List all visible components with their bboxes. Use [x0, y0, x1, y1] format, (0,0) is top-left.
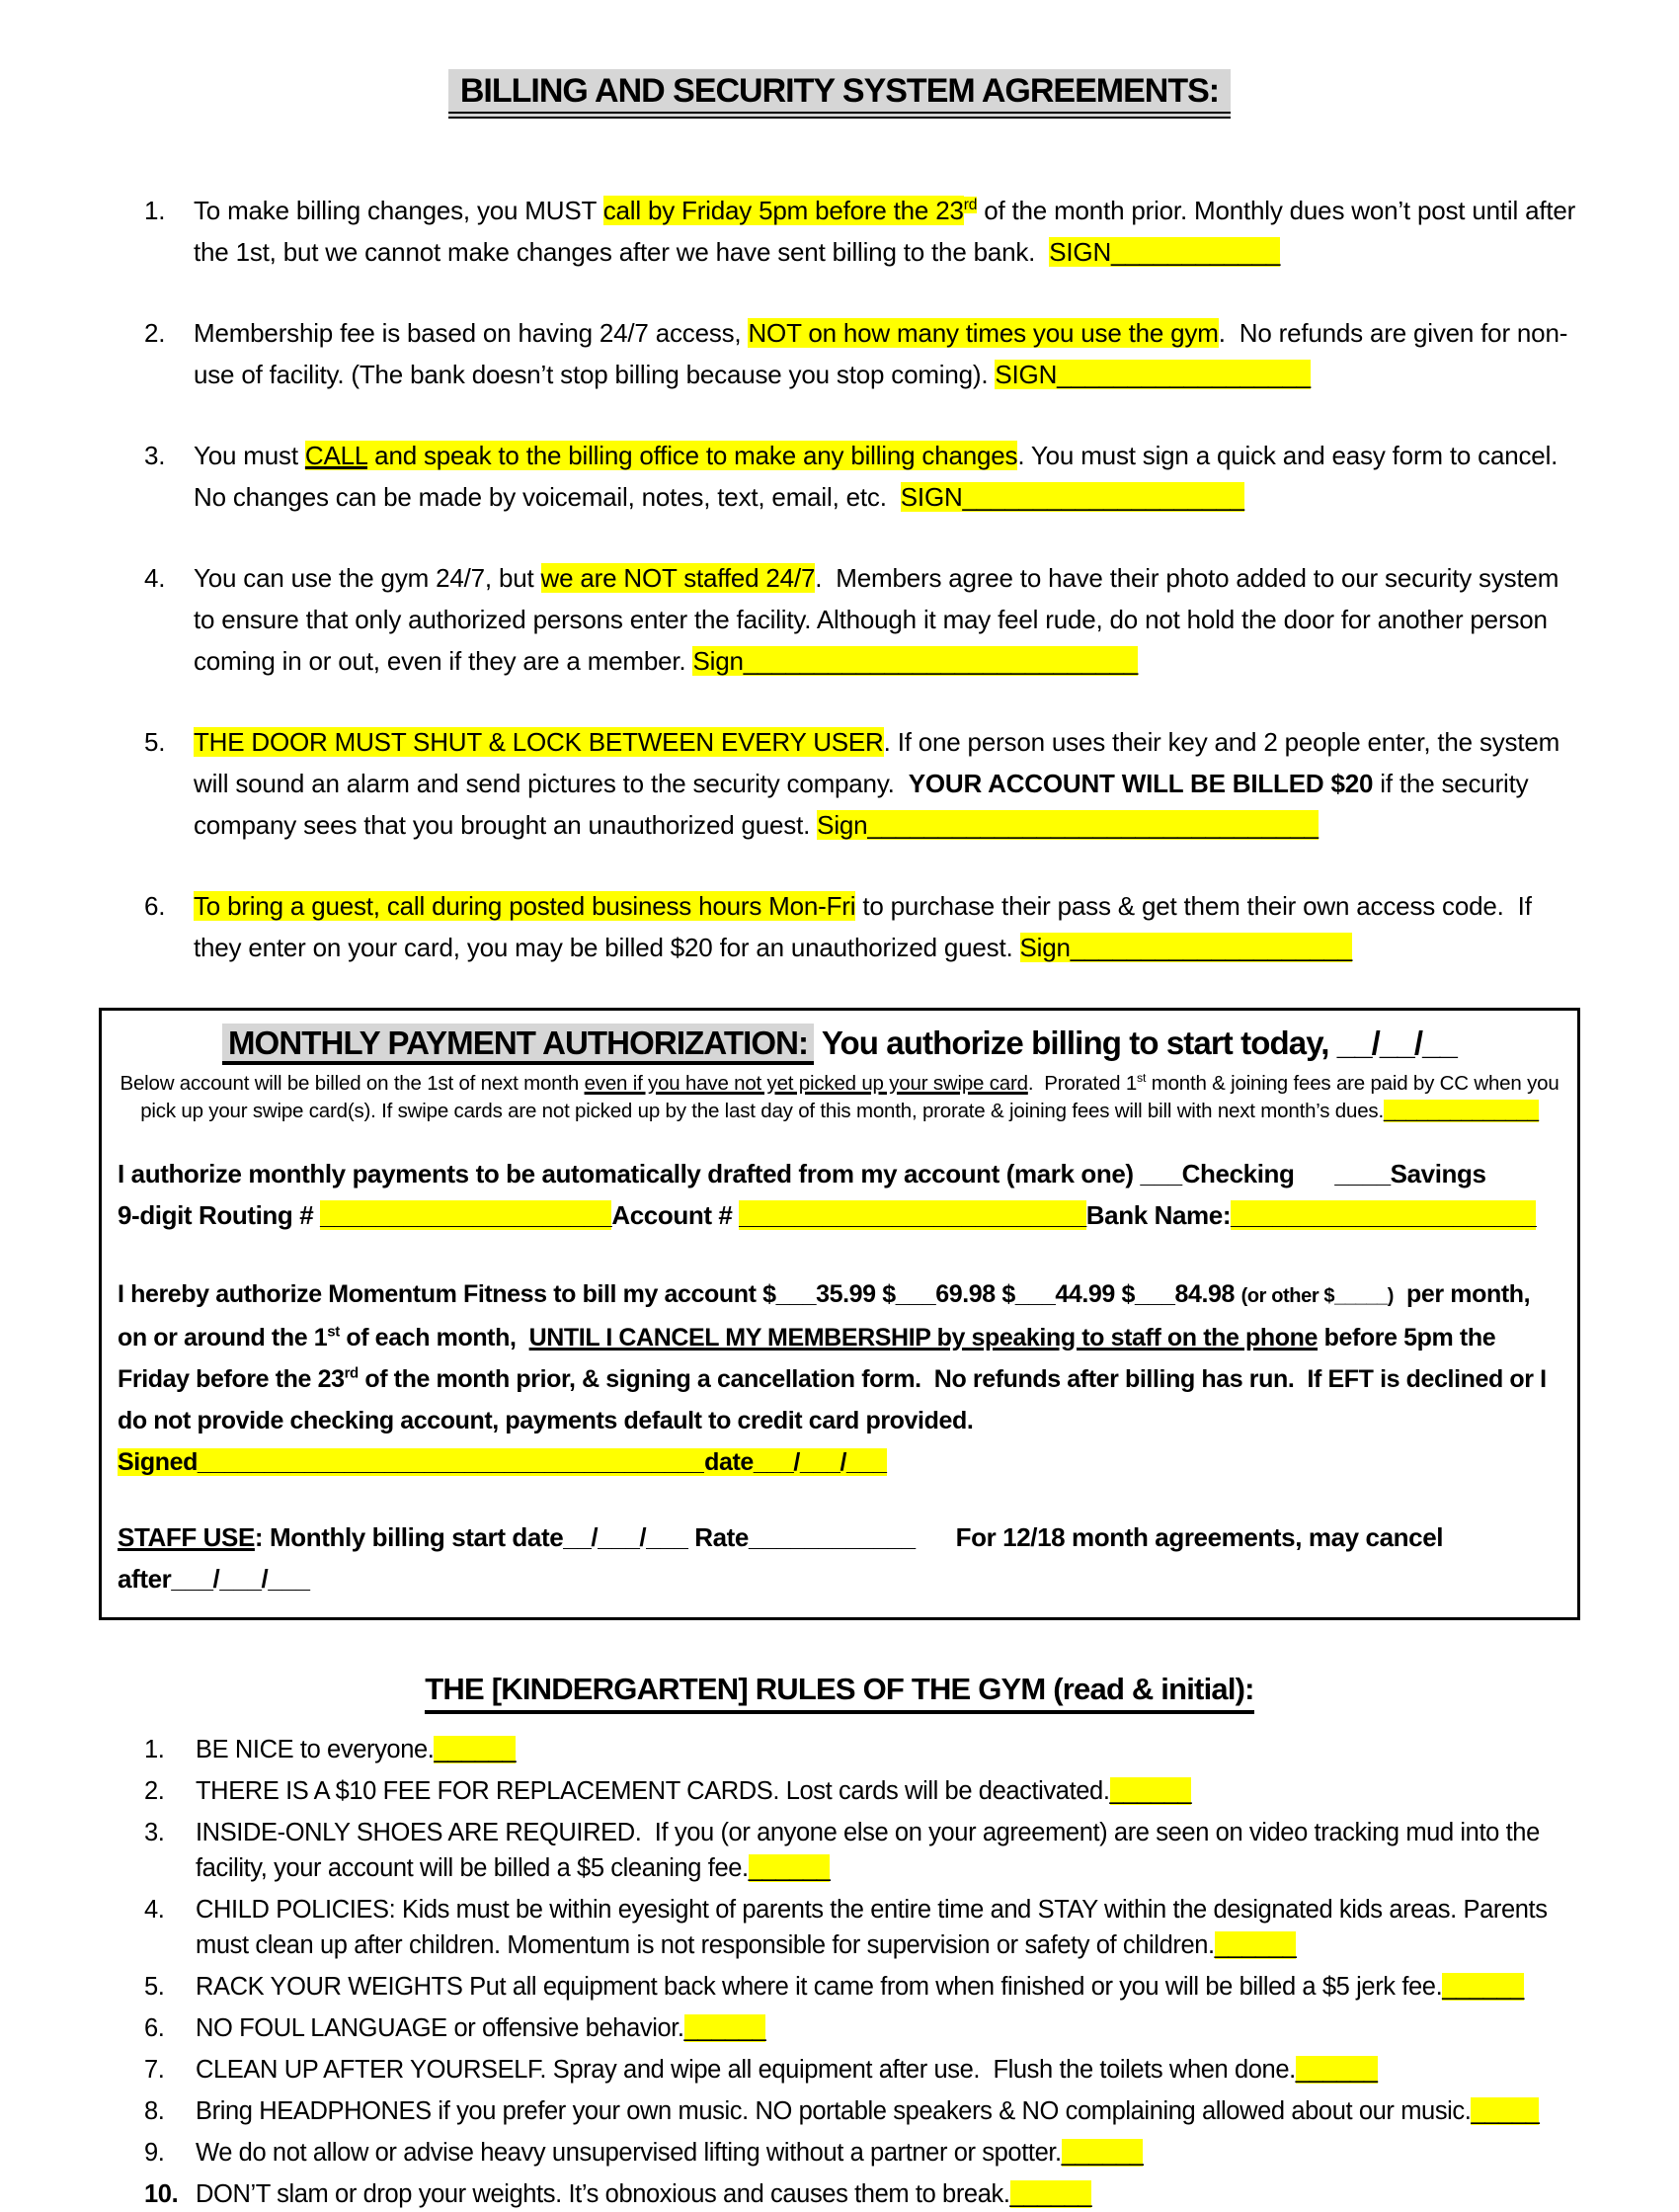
rule-item-1 — [144, 1732, 1551, 1767]
item-number: 2. — [144, 318, 166, 348]
item-number: 4. — [144, 563, 166, 593]
rule-item-2 — [144, 1773, 1551, 1809]
rule-text — [196, 2176, 1551, 2212]
date-blank[interactable]: date___/___/___ — [704, 1448, 887, 1476]
rule-number: 7. — [144, 2056, 165, 2084]
text-segment: of the month prior, & signing a cancellation form. No refunds after billing has run. If EFT is declined or I do not provide checking account, payments default to credit card provided. — [118, 1365, 1554, 1434]
text-segment: . Members agree to have their photo added to our security system to ensure that only authorized persons enter the facility. Although it may feel rude, do not hold the door for another person coming in or out, even if they are a member. — [194, 563, 1566, 676]
rule-number: 1. — [144, 1736, 165, 1763]
text-segment: . If one person uses their key and 2 people enter, the system will sound an alarm and send pictures to the security company. — [194, 727, 1567, 798]
account-number-blank[interactable]: _________________________ — [739, 1200, 1086, 1230]
other-amount-segment: (or other $_____) — [1240, 1285, 1394, 1307]
routing-label: 9-digit Routing # — [118, 1200, 321, 1230]
highlight-segment: THE DOOR MUST SHUT & LOCK BETWEEN EVERY USER — [194, 727, 884, 757]
sign-blank[interactable]: Sign____________________ — [1019, 933, 1352, 962]
sign-blank[interactable]: Sign____________________________ — [692, 646, 1139, 676]
text-segment: To make billing changes, you MUST — [194, 196, 603, 225]
routing-line — [118, 1194, 1561, 1236]
rule-number: 5. — [144, 1973, 165, 2001]
payment-box-heading — [118, 1024, 1561, 1062]
rule-text — [196, 1969, 1551, 2005]
agreement-item-6 — [144, 885, 1580, 968]
text-segment: You can use the gym 24/7, but — [194, 563, 541, 593]
superscript-segment: rd — [963, 197, 978, 214]
item-text — [194, 557, 1580, 682]
rule-text — [196, 2093, 1551, 2129]
text-segment: . No refunds are given for non-use of facility. (The bank doesn’t stop billing because you stop coming). — [194, 318, 1568, 389]
item-text — [194, 435, 1580, 518]
rule-number: 6. — [144, 2014, 165, 2042]
rule-text — [196, 2135, 1551, 2171]
agreement-item-3 — [144, 435, 1580, 518]
superscript-segment: st — [327, 1323, 340, 1341]
highlight-segment: and speak to the billing office to make any billing changes — [367, 441, 1018, 470]
bank-name-label: Bank Name: — [1085, 1200, 1232, 1230]
item-number: 6. — [144, 891, 166, 921]
rule-item-7 — [144, 2052, 1551, 2088]
agreement-item-5 — [144, 721, 1580, 846]
text-segment: of the month prior. Monthly dues won’t post until after the 1st, but we cannot make changes after we have sent billing to the bank. — [194, 196, 1583, 267]
rule-text — [196, 2010, 1551, 2046]
superscript-segment: st — [1137, 1071, 1147, 1086]
item-number: 3. — [144, 441, 166, 470]
highlight-segment: we are NOT staffed 24/7 — [540, 563, 816, 593]
item-text — [194, 885, 1580, 968]
rule-text — [196, 1732, 1551, 1767]
staff-use-line — [118, 1516, 1561, 1599]
initial-blank[interactable]: ______ — [748, 1854, 831, 1882]
highlight-segment: call by Friday 5pm before the 23 — [602, 196, 964, 225]
sign-blank[interactable]: Sign________________________________ — [817, 810, 1319, 840]
rule-number: 9. — [144, 2139, 165, 2167]
rule-item-5 — [144, 1969, 1551, 2005]
payment-box-heading-rest: You authorize billing to start today, __/__/__ — [814, 1024, 1458, 1061]
initial-blank[interactable]: _____ — [1471, 2097, 1540, 2125]
authorization-paragraph — [118, 1273, 1561, 1483]
text-segment: CLEAN UP AFTER YOURSELF. Spray and wipe all equipment after use. Flush the toilets when done. — [196, 2056, 1296, 2084]
bank-name-blank[interactable]: ______________________ — [1231, 1200, 1537, 1230]
text-segment: CHILD POLICIES: Kids must be within eyesight of parents the entire time and STAY within the designated kids areas. Parents must clean up after children. Momentum is not responsible for supervision or safety of children. — [196, 1896, 1555, 1959]
rule-item-6 — [144, 2010, 1551, 2046]
rule-item-4 — [144, 1892, 1555, 1963]
text-segment: DON’T slam or drop your weights. It’s obnoxious and causes them to break. — [196, 2180, 1010, 2208]
rule-item-3 — [144, 1815, 1551, 1886]
text-segment: NO FOUL LANGUAGE or offensive behavior. — [196, 2014, 684, 2042]
rule-item-8 — [144, 2093, 1551, 2129]
title-row — [99, 69, 1580, 119]
fine-print-blank[interactable]: ______________ — [1383, 1100, 1539, 1122]
staff-use-label: STAFF USE — [118, 1522, 255, 1552]
page-title: BILLING AND SECURITY SYSTEM AGREEMENTS: — [448, 69, 1231, 119]
staff-use-fields[interactable]: : Monthly billing start date__/___/___ Rate____________ For 12/18 month agreements, may cancel after___/___/___ — [118, 1522, 1450, 1594]
initial-blank[interactable]: ______ — [1442, 1973, 1524, 2001]
text-segment: . Prorated 1 — [1027, 1072, 1138, 1095]
text-segment: Bring HEADPHONES if you prefer your own music. NO portable speakers & NO complaining allowed about our music. — [196, 2097, 1472, 2125]
highlight-underline-segment: CALL — [304, 441, 368, 470]
account-type-line: I authorize monthly payments to be automatically drafted from my account (mark one) ___Checking ____Savings — [118, 1159, 1486, 1188]
rule-text — [196, 1892, 1555, 1963]
underline-segment: UNTIL I CANCEL MY MEMBERSHIP by speaking to staff on the phone — [528, 1324, 1319, 1352]
agreements-list — [99, 190, 1583, 968]
account-label: Account # — [611, 1200, 740, 1230]
initial-blank[interactable]: ______ — [1061, 2139, 1144, 2167]
routing-number-blank[interactable]: _____________________ — [320, 1200, 612, 1230]
rule-text — [196, 1815, 1551, 1886]
text-segment: per month, on or around the 1 — [118, 1280, 1537, 1352]
text-segment: INSIDE-ONLY SHOES ARE REQUIRED. If you (or anyone else on your agreement) are seen on video tracking mud into the facility, your account will be billed a $5 cleaning fee. — [196, 1819, 1547, 1882]
item-text — [194, 721, 1580, 846]
rule-number: 2. — [144, 1777, 165, 1805]
sign-blank[interactable]: SIGN____________________ — [900, 482, 1244, 512]
text-segment: if the security company sees that you brought an unauthorized guest. — [194, 769, 1536, 840]
payment-box-fine-print — [118, 1070, 1565, 1125]
text-segment: RACK YOUR WEIGHTS Put all equipment back where it came from when finished or you will be billed a $5 jerk fee. — [196, 1973, 1443, 2001]
text-segment: You must — [194, 441, 305, 470]
initial-blank[interactable]: ______ — [1295, 2056, 1378, 2084]
rules-title: THE [KINDERGARTEN] RULES OF THE GYM (read & initial): — [425, 1672, 1253, 1714]
text-segment: . You must sign a quick and easy form to cancel. No changes can be made by voicemail, notes, text, email, etc. — [194, 441, 1565, 512]
rule-number: 3. — [144, 1819, 165, 1846]
rule-item-10 — [144, 2176, 1551, 2212]
rule-number: 8. — [144, 2097, 165, 2125]
agreement-item-4 — [144, 557, 1580, 682]
initial-blank[interactable]: ______ — [434, 1736, 517, 1763]
rule-item-9 — [144, 2135, 1551, 2171]
text-segment: month & joining fees are paid by CC when you pick up your swipe card(s). If swipe cards are not picked up by the last day of this month, prorate & joining fees will bill with next month’s dues. — [140, 1072, 1565, 1122]
text-segment: before 5pm the Friday before the 23 — [118, 1324, 1502, 1393]
highlight-segment: To bring a guest, call during posted business hours Mon-Fri — [194, 891, 856, 921]
item-number: 5. — [144, 727, 166, 757]
initial-blank[interactable]: ______ — [683, 2014, 766, 2042]
text-segment: of each month, — [339, 1324, 529, 1352]
item-text — [194, 312, 1580, 395]
text-segment: Below account will be billed on the 1st of next month — [120, 1072, 585, 1095]
rule-number: 10. — [144, 2180, 179, 2208]
sign-blank[interactable]: SIGN____________ — [1049, 237, 1281, 267]
text-segment: BE NICE to everyone. — [196, 1736, 435, 1763]
signed-blank[interactable]: Signed______________________________________ — [118, 1448, 705, 1476]
item-text — [194, 190, 1583, 273]
monthly-payment-authorization-box — [99, 1008, 1580, 1620]
highlight-segment: NOT on how many times you use the gym — [748, 318, 1219, 348]
underline-segment: even if you have not yet picked up your swipe card — [584, 1072, 1028, 1095]
rules-title-row — [99, 1672, 1580, 1714]
text-segment: We do not allow or advise heavy unsupervised lifting without a partner or spotter. — [196, 2139, 1062, 2167]
text-segment: THERE IS A $10 FEE FOR REPLACEMENT CARDS. Lost cards will be deactivated. — [196, 1777, 1110, 1805]
text-segment: Membership fee is based on having 24/7 access, — [194, 318, 749, 348]
rule-number: 4. — [144, 1896, 165, 1924]
rule-text — [196, 1773, 1551, 1809]
initial-blank[interactable]: ______ — [1109, 1777, 1192, 1805]
text-segment: I hereby authorize Momentum Fitness to bill my account $___35.99 $___69.98 $___44.99 $___84.98 — [118, 1280, 1241, 1308]
superscript-segment: rd — [344, 1364, 359, 1382]
agreement-item-1 — [144, 190, 1583, 273]
rule-text — [196, 2052, 1551, 2088]
rules-list — [99, 1732, 1580, 2212]
initial-blank[interactable]: ______ — [1009, 2180, 1092, 2208]
bold-segment: YOUR ACCOUNT WILL BE BILLED $20 — [908, 769, 1374, 798]
agreement-item-2 — [144, 312, 1580, 395]
text-segment: to purchase their pass & get them their own access code. If they enter on your card, you may be billed $20 for an unauthorized guest. — [194, 891, 1539, 962]
payment-box-heading-highlight: MONTHLY PAYMENT AUTHORIZATION: — [222, 1024, 814, 1065]
initial-blank[interactable]: ______ — [1214, 1931, 1297, 1959]
item-number: 1. — [144, 196, 166, 225]
sign-blank[interactable]: SIGN__________________ — [995, 360, 1311, 389]
